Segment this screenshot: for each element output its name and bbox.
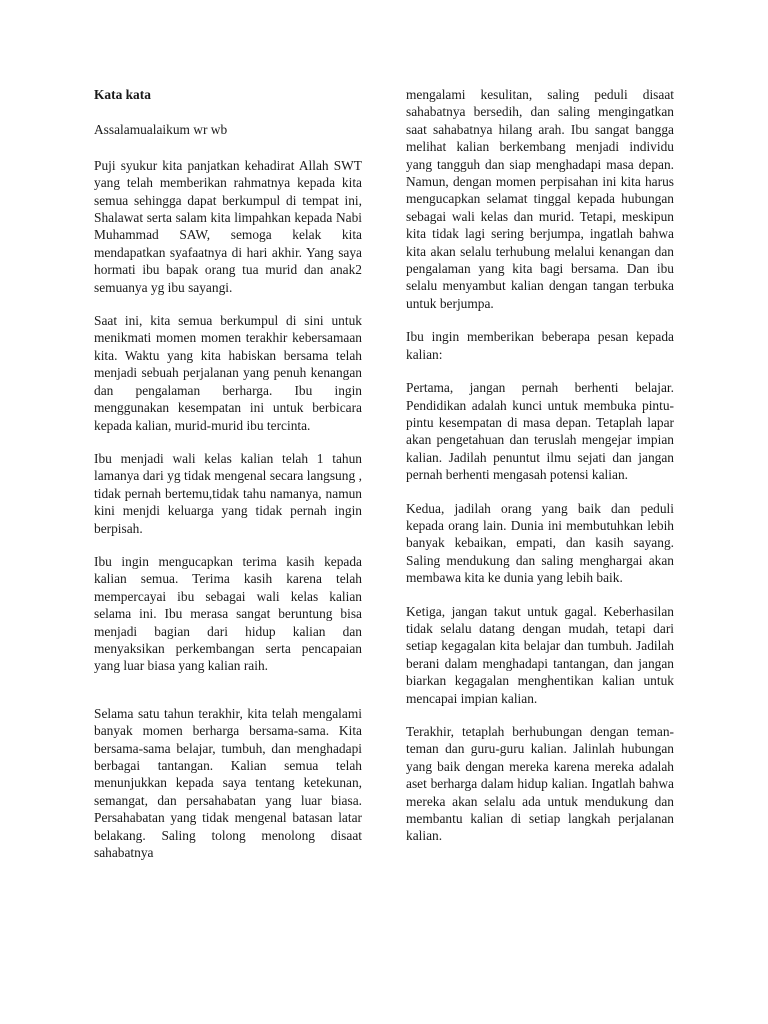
paragraph: Puji syukur kita panjatkan kehadirat Allah SWT yang telah memberikan rahmatnya kepada kita semua sehingga dapat berkumpul di tempat ini, Shalawat serta salam kita limpahkan kepada Nabi Muhammad SAW, semoga kelak kita mendapatkan syafaatnya di hari akhir. Yang saya hormati ibu bapak orang tua murid dan anak2 semuanya yg ibu sayangi.	[94, 157, 362, 295]
paragraph: Terakhir, tetaplah berhubungan dengan teman-teman dan guru-guru kalian. Jalinlah hubungan yang baik dengan mereka karena mereka adalah aset berharga dalam hidup kalian. Ingatlah bahwa mereka akan selalu ada untuk mendukung dan membantu kalian di setiap langkah perjalanan kalian.	[406, 724, 674, 844]
paragraph: Kedua, jadilah orang yang baik dan peduli kepada orang lain. Dunia ini membutuhkan lebih banyak kebaikan, empati, dan kasih sayang. Saling mendukung dan saling menghargai akan membawa kita ke dunia yang lebih baik.	[406, 500, 674, 586]
paragraph: Saat ini, kita semua berkumpul di sini untuk menikmati momen momen terakhir kebersamaan kita. Waktu yang kita habiskan bersama telah menjadi sebuah perjalanan yang penuh kenangan dan pengalaman berharga. Ibu ingin menggunakan kesempatan ini untuk berbicara kepada kalian, murid-murid ibu tercinta.	[94, 313, 362, 433]
left-column	[94, 86, 362, 877]
paragraph: mengalami kesulitan, saling peduli disaat sahabatnya bersedih, dan saling mengingatkan saat sahabatnya hilang arah. Ibu sangat bangga melihat kalian berkembang menjadi individu yang tangguh dan siap menghadapi masa depan. Namun, dengan momen perpisahan ini kita harus mengucapkan selamat tinggal kepada hubungan sebagai wali kelas dan murid. Tetapi, meskipun kita tidak lagi sering berjumpa, ingatlah bahwa kita akan selalu terhubung melalui kenangan dan pengalaman yang kita bagi bersama. Dan ibu selalu menyambut kalian dengan tangan terbuka untuk berjumpa.	[406, 87, 674, 311]
paragraph: Pertama, jangan pernah berhenti belajar. Pendidikan adalah kunci untuk membuka pintu-pintu kesempatan di masa depan. Tetaplah lapar akan pengetahuan dan teruslah mengejar impian kalian. Jadilah penuntut ilmu sejati dan jangan pernah berhenti mengasah potensi kalian.	[406, 380, 674, 483]
greeting: Assalamualaikum wr wb	[94, 122, 228, 138]
document-title: Kata kata	[94, 87, 151, 102]
paragraph: Ketiga, jangan takut untuk gagal. Keberhasilan tidak selalu datang dengan mudah, tetapi dari setiap kegagalan kita belajar dan tumbuh. Jadilah berani dalam menghadapi tantangan, dan jangan biarkan kegagalan menghentikan kalian untuk mencapai impian kalian.	[406, 603, 674, 706]
paragraph: Ibu menjadi wali kelas kalian telah 1 tahun lamanya dari yg tidak mengenal secara langsung , tidak pernah bertemu,tidak tahu namanya, namun kini menjdi keluarga yang tidak pernah ingin berpisah.	[94, 450, 362, 536]
paragraph: Ibu ingin memberikan beberapa pesan kepada kalian:	[406, 329, 674, 362]
paragraph: Selama satu tahun terakhir, kita telah mengalami banyak momen berharga bersama-sama. Kita bersama-sama belajar, tumbuh, dan menghadapi berbagai tantangan. Kalian semua telah menunjukkan kepada saya tentang ketekunan, semangat, dan persahabatan yang luar biasa. Persahabatan yang tidak mengenal batasan latar belakang. Saling tolong menolong disaat sahabatnya	[94, 705, 362, 861]
paragraph: Ibu ingin mengucapkan terima kasih kepada kalian semua. Terima kasih karena telah mempercayai ibu sebagai wali kelas kalian selama ini. Ibu merasa sangat beruntung bisa menjadi bagian dari hidup kalian dan menyaksikan perkembangan serta pencapaian yang luar biasa yang kalian raih.	[94, 553, 362, 674]
right-column	[406, 86, 674, 861]
